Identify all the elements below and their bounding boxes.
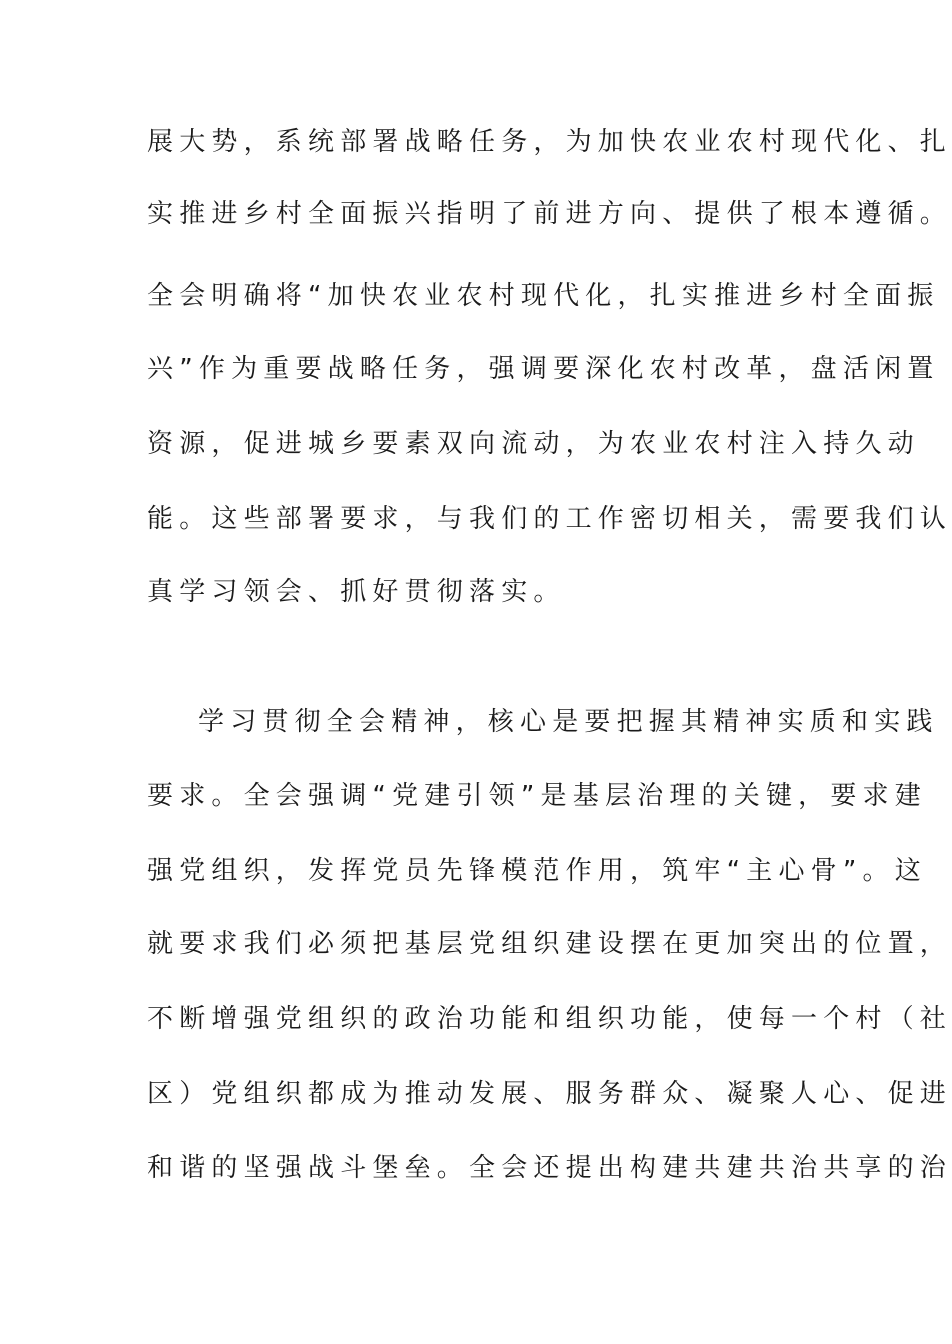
text-line: 区）党组织都成为推动发展、服务群众、凝聚人心、促进 — [147, 1079, 952, 1109]
text-line: 强党组织，发挥党员先锋模范作用，筑牢“主心骨”。这 — [147, 856, 927, 886]
text-line: 实推进乡村全面振兴指明了前进方向、提供了根本遵循。 — [147, 199, 952, 229]
text-line: 学习贯彻全会精神，核心是要把握其精神实质和实践 — [198, 707, 939, 737]
text-line: 能。这些部署要求，与我们的工作密切相关，需要我们认 — [147, 504, 952, 534]
text-line: 就要求我们必须把基层党组织建设摆在更加突出的位置， — [147, 929, 952, 959]
text-line: 不断增强党组织的政治功能和组织功能，使每一个村（社 — [147, 1004, 952, 1034]
text-line: 全会明确将“加快农业农村现代化，扎实推进乡村全面振 — [147, 281, 940, 311]
text-line: 要求。全会强调“党建引领”是基层治理的关键，要求建 — [147, 781, 927, 811]
text-line: 资源，促进城乡要素双向流动，为农业农村注入持久动 — [147, 429, 920, 459]
text-line: 兴”作为重要战略任务，强调要深化农村改革，盘活闲置 — [147, 354, 940, 384]
text-line: 真学习领会、抓好贯彻落实。 — [147, 577, 566, 607]
text-line: 展大势，系统部署战略任务，为加快农业农村现代化、扎 — [147, 127, 952, 157]
text-line: 和谐的坚强战斗堡垒。全会还提出构建共建共治共享的治 — [147, 1153, 952, 1183]
